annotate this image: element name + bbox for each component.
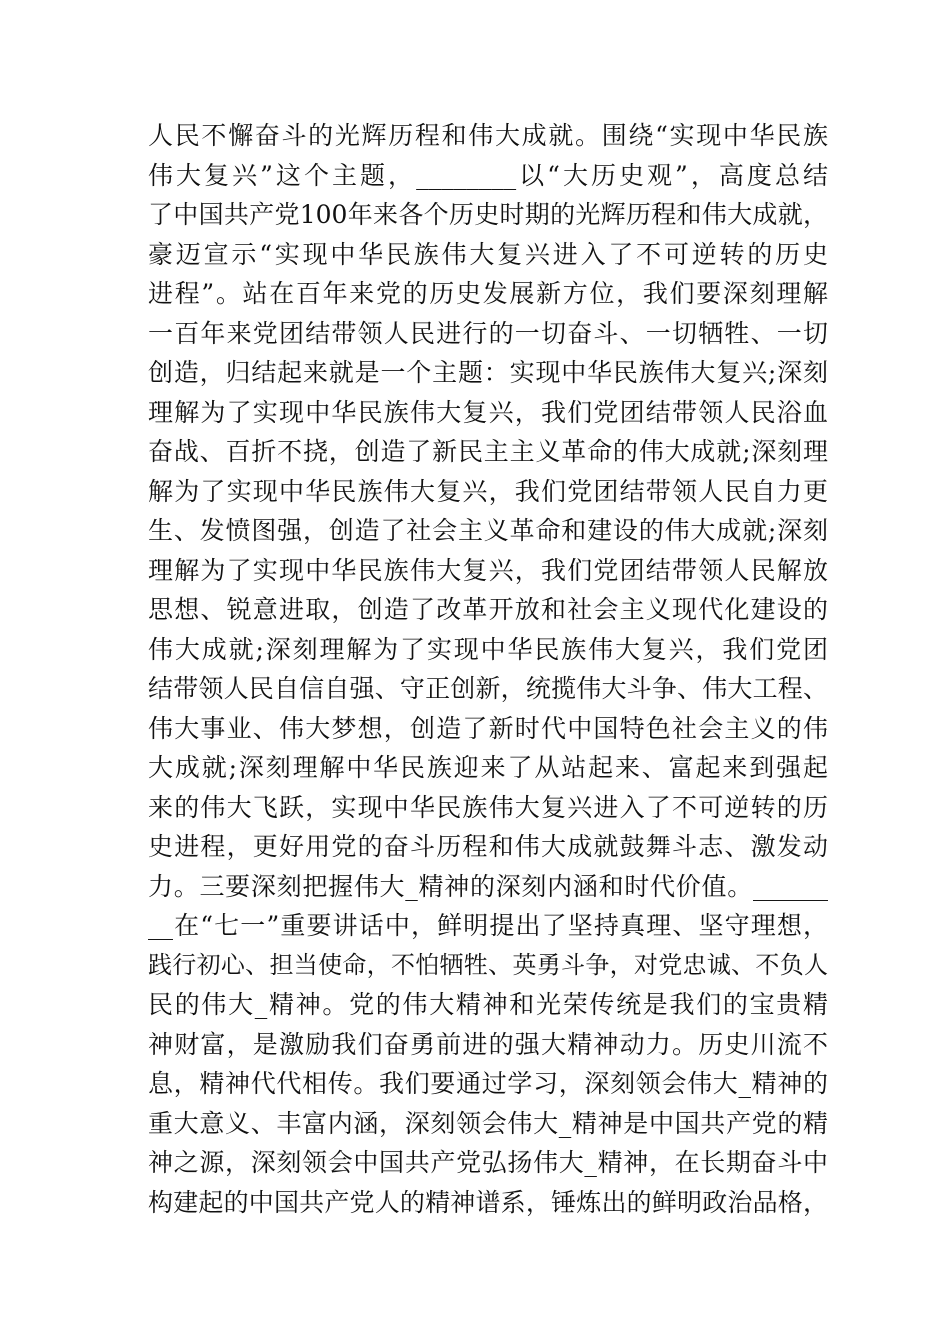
text-line: __在“七一”重要讲话中，鲜明提出了坚持真理、坚守理想， — [148, 911, 828, 940]
text-line: 解为了实现中华民族伟大复兴，我们党团结带领人民自力更 — [148, 476, 828, 506]
text-line: 结带领人民自信自强、守正创新，统揽伟大斗争、伟大工程、 — [148, 674, 828, 703]
text-line: 伟大复兴”这个主题，________以“大历史观”，高度总结 — [148, 160, 828, 190]
text-line: 创造，归结起来就是一个主题：实现中华民族伟大复兴;深刻 — [148, 358, 828, 387]
text-line: 来的伟大飞跃，实现中华民族伟大复兴进入了不可逆转的历 — [148, 792, 828, 822]
text-line: 伟大事业、伟大梦想，创造了新时代中国特色社会主义的伟 — [148, 713, 828, 743]
text-line: 史进程，更好用党的奋斗历程和伟大成就鼓舞斗志、激发动 — [148, 832, 828, 861]
text-line: 豪迈宣示“实现中华民族伟大复兴进入了不可逆转的历史 — [148, 239, 828, 269]
text-line: 民的伟大_精神。党的伟大精神和光荣传统是我们的宝贵精 — [148, 990, 828, 1019]
text-line: 进程”。站在百年来党的历史发展新方位，我们要深刻理解 — [148, 279, 828, 308]
text-line: 伟大成就;深刻理解为了实现中华民族伟大复兴，我们党团 — [148, 634, 828, 664]
text-line: 大成就;深刻理解中华民族迎来了从站起来、富起来到强起 — [148, 753, 828, 782]
text-line: 理解为了实现中华民族伟大复兴，我们党团结带领人民解放 — [148, 555, 828, 585]
text-line: 息，精神代代相传。我们要通过学习，深刻领会伟大_精神的 — [148, 1069, 828, 1098]
text-line: 了中国共产党100年来各个历史时期的光辉历程和伟大成就， — [148, 200, 828, 229]
text-line: 神财富，是激励我们奋勇前进的强大精神动力。历史川流不 — [148, 1029, 828, 1059]
body-text — [148, 116, 828, 1222]
text-line: 人民不懈奋斗的光辉历程和伟大成就。围绕“实现中华民族 — [148, 121, 828, 150]
text-line: 力。三要深刻把握伟大_精神的深刻内涵和时代价值。______ — [148, 871, 828, 901]
text-line: 神之源，深刻领会中国共产党弘扬伟大_精神，在长期奋斗中 — [148, 1148, 828, 1177]
text-line: 践行初心、担当使命，不怕牺牲、英勇斗争，对党忠诚、不负人 — [148, 950, 828, 979]
text-line: 思想、锐意进取，创造了改革开放和社会主义现代化建设的 — [148, 595, 828, 624]
text-line: 生、发愤图强，创造了社会主义革命和建设的伟大成就;深刻 — [148, 516, 828, 545]
text-line: 重大意义、丰富内涵，深刻领会伟大_精神是中国共产党的精 — [148, 1108, 828, 1138]
text-line: 理解为了实现中华民族伟大复兴，我们党团结带领人民浴血 — [148, 397, 828, 427]
text-line: 一百年来党团结带领人民进行的一切奋斗、一切牺牲、一切 — [148, 318, 828, 348]
text-line: 构建起的中国共产党人的精神谱系，锤炼出的鲜明政治品格， — [148, 1187, 828, 1217]
text-line: 奋战、百折不挠，创造了新民主主义革命的伟大成就;深刻理 — [148, 437, 828, 466]
